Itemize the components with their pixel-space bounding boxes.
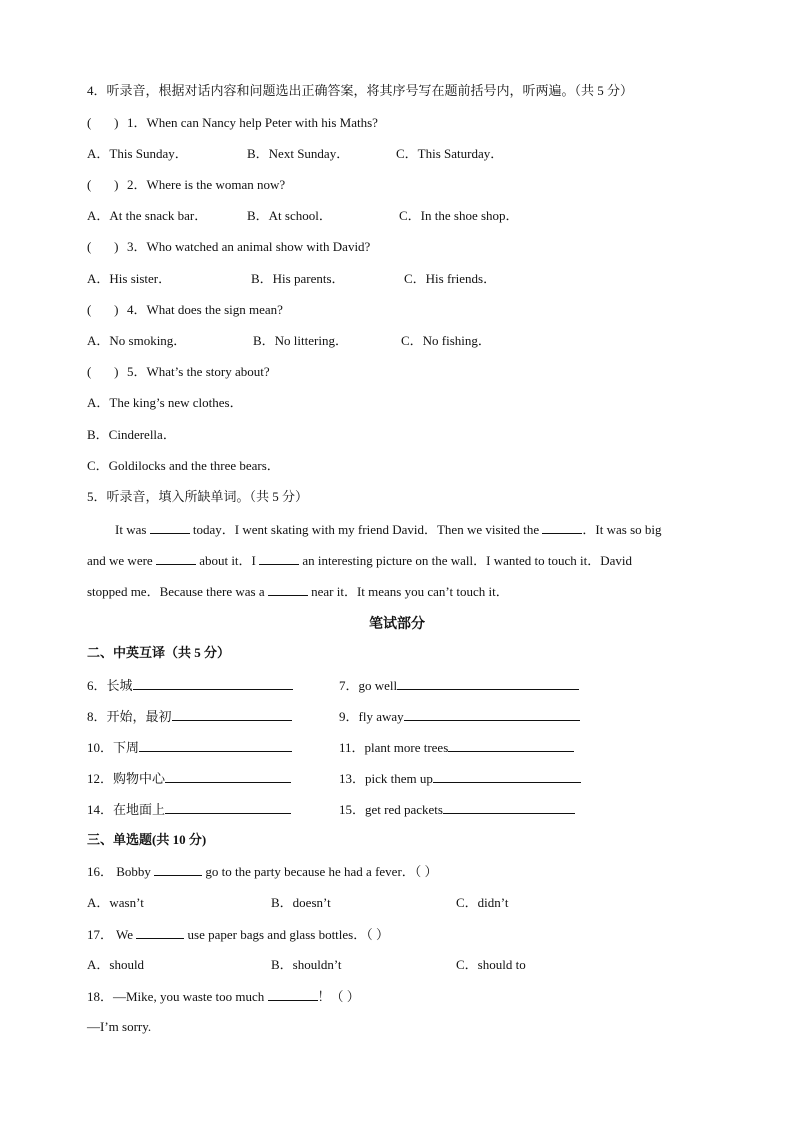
translate-item-9 bbox=[339, 708, 580, 725]
answer-line[interactable] bbox=[165, 770, 291, 783]
listening-item-4 bbox=[87, 302, 283, 318]
question-5-title: 5．听录音，填入所缺单词。（共 5 分） bbox=[87, 489, 309, 504]
translate-item-11 bbox=[339, 739, 574, 756]
option-a: A．wasn’t bbox=[87, 895, 144, 910]
listening-item-3 bbox=[87, 239, 370, 255]
option-b: B．doesn’t bbox=[271, 895, 331, 910]
item-label: 9．fly away bbox=[339, 709, 404, 724]
answer-line[interactable] bbox=[448, 739, 574, 752]
passage-text: and we were bbox=[87, 553, 156, 568]
listening-item-1 bbox=[87, 115, 378, 131]
translate-item-7 bbox=[339, 677, 579, 694]
reply-text: —I’m sorry. bbox=[87, 1019, 152, 1034]
answer-line[interactable] bbox=[139, 739, 292, 752]
fill-blank[interactable] bbox=[156, 552, 196, 565]
listening-item-2 bbox=[87, 177, 285, 193]
question-text: ！（ ） bbox=[317, 989, 360, 1004]
option-c: C．In the shoe shop． bbox=[399, 208, 519, 223]
answer-line[interactable] bbox=[172, 708, 292, 721]
option-b: B．No littering． bbox=[253, 333, 348, 348]
translate-item-10 bbox=[87, 739, 292, 756]
part-2-title: 二、中英互译（共 5 分） bbox=[87, 645, 231, 660]
item-label: 10．下周 bbox=[87, 740, 140, 755]
answer-bracket[interactable]: ( ) bbox=[87, 177, 119, 192]
listening-item-5 bbox=[87, 364, 270, 380]
option-c: C．No fishing． bbox=[401, 333, 491, 348]
option-b: B．Cinderella． bbox=[87, 427, 176, 442]
question-text: 5．What’s the story about? bbox=[127, 364, 270, 379]
fill-blank[interactable] bbox=[268, 583, 308, 596]
option-b: B．His parents． bbox=[251, 271, 345, 286]
answer-line[interactable] bbox=[433, 770, 581, 783]
option-a: A．The king’s new clothes． bbox=[87, 395, 243, 410]
passage-text: stopped me．Because there was a bbox=[87, 584, 268, 599]
fill-blank[interactable] bbox=[259, 552, 299, 565]
translate-item-15 bbox=[339, 801, 575, 818]
option-c: C．didn’t bbox=[456, 895, 509, 910]
question-17 bbox=[87, 926, 389, 943]
item-label: 14．在地面上 bbox=[87, 802, 166, 817]
item-label: 13．pick them up bbox=[339, 771, 433, 786]
fill-blank[interactable] bbox=[136, 926, 184, 939]
answer-line[interactable] bbox=[133, 677, 293, 690]
option-a: A．No smoking． bbox=[87, 333, 187, 348]
translate-item-12 bbox=[87, 770, 291, 787]
option-c: C．This Saturday． bbox=[396, 146, 504, 161]
option-c: C．His friends． bbox=[404, 271, 497, 286]
question-text: 18．—Mike, you waste too much bbox=[87, 989, 268, 1004]
fill-blank[interactable] bbox=[268, 988, 318, 1001]
option-b: B．Next Sunday． bbox=[247, 146, 350, 161]
part-3-title: 三、单选题(共 10 分) bbox=[87, 832, 207, 847]
question-18 bbox=[87, 988, 360, 1005]
question-text: 1．When can Nancy help Peter with his Maths? bbox=[127, 115, 378, 130]
option-b: B．At school． bbox=[247, 208, 332, 223]
translate-item-8 bbox=[87, 708, 292, 725]
question-text: 2．Where is the woman now? bbox=[127, 177, 286, 192]
option-a: A．His sister． bbox=[87, 271, 172, 286]
passage-text: It was bbox=[115, 522, 150, 537]
answer-bracket[interactable]: ( ) bbox=[87, 115, 119, 130]
question-text: go to the party because he had a fever．（ ） bbox=[202, 864, 438, 879]
answer-bracket[interactable]: ( ) bbox=[87, 239, 119, 254]
passage-text: today．I went skating with my friend David．Then we visited the bbox=[189, 522, 543, 537]
option-a: A．should bbox=[87, 957, 145, 972]
passage-text: about it．I bbox=[195, 553, 260, 568]
translate-item-13 bbox=[339, 770, 581, 787]
passage-line-2 bbox=[87, 552, 632, 569]
option-b: B．shouldn’t bbox=[271, 957, 342, 972]
section-title: 笔试部分 bbox=[369, 617, 425, 632]
item-label: 8．开始，最初 bbox=[87, 709, 172, 724]
passage-text: ．It was so big bbox=[582, 522, 662, 537]
translate-item-6 bbox=[87, 677, 293, 694]
answer-bracket[interactable]: ( ) bbox=[87, 302, 119, 317]
question-16 bbox=[87, 863, 438, 880]
question-text: 3．Who watched an animal show with David? bbox=[127, 239, 371, 254]
item-label: 11．plant more trees bbox=[339, 740, 449, 755]
item-label: 6．长城 bbox=[87, 678, 133, 693]
question-text: 16． Bobby bbox=[87, 864, 155, 879]
fill-blank[interactable] bbox=[150, 521, 190, 534]
question-text: 4．What does the sign mean? bbox=[127, 302, 283, 317]
translate-item-14 bbox=[87, 801, 291, 818]
question-text: 17． We bbox=[87, 927, 137, 942]
option-c: C．should to bbox=[456, 957, 526, 972]
answer-bracket[interactable]: ( ) bbox=[87, 364, 119, 379]
question-text: use paper bags and glass bottles．（ ） bbox=[184, 927, 389, 942]
fill-blank[interactable] bbox=[542, 521, 582, 534]
passage-text: an interesting picture on the wall．I wanted to touch it．David bbox=[299, 553, 632, 568]
option-a: A．At the snack bar． bbox=[87, 208, 208, 223]
answer-line[interactable] bbox=[165, 801, 291, 814]
passage-text: near it．It means you can’t touch it． bbox=[307, 584, 509, 599]
item-label: 12．购物中心 bbox=[87, 771, 166, 786]
question-4-title: 4．听录音，根据对话内容和问题选出正确答案，将其序号写在题前括号内，听两遍。（共 5 分） bbox=[87, 83, 634, 98]
answer-line[interactable] bbox=[443, 801, 575, 814]
answer-line[interactable] bbox=[397, 677, 579, 690]
item-label: 15．get red packets bbox=[339, 802, 443, 817]
passage-line-1 bbox=[115, 521, 662, 538]
fill-blank[interactable] bbox=[154, 863, 202, 876]
option-a: A．This Sunday． bbox=[87, 146, 188, 161]
passage-line-3 bbox=[87, 583, 509, 600]
item-label: 7．go well bbox=[339, 678, 398, 693]
option-c: C．Goldilocks and the three bears． bbox=[87, 458, 280, 473]
answer-line[interactable] bbox=[404, 708, 580, 721]
